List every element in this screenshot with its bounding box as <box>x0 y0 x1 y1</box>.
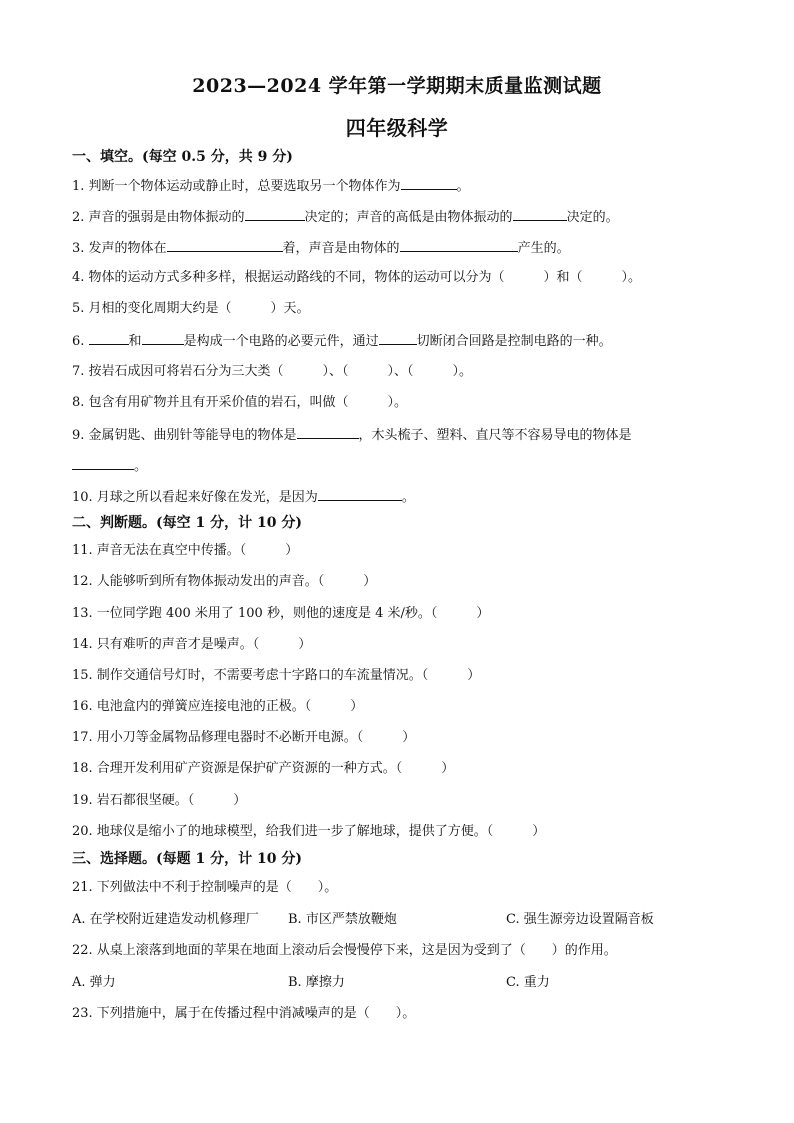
question-6 <box>72 331 612 351</box>
question-10 <box>72 487 415 507</box>
option-21-a: A. 在学校附近建造发动机修理厂 <box>72 912 259 927</box>
question-text: 着，声音是由物体的 <box>282 241 400 256</box>
question-22: 22. 从桌上滚落到地面的苹果在地面上滚动后会慢慢停下来，这是因为受到了（ ）的作用。 <box>72 943 617 958</box>
answer-blank <box>513 207 567 221</box>
question-19: 19. 岩石都很坚硬。（ ） <box>72 793 247 808</box>
question-text: 切断闭合回路是控制电路的一种。 <box>416 334 612 349</box>
answer-blank <box>400 238 518 252</box>
answer-blank <box>401 176 457 190</box>
answer-blank <box>245 207 305 221</box>
page-subtitle: 四年级科学 <box>345 116 449 140</box>
question-9 <box>72 425 632 445</box>
question-text: 产生的。 <box>517 241 570 256</box>
question-4: 4. 物体的运动方式多种多样，根据运动路线的不同，物体的运动可以分为（ ）和（ ）。 <box>72 270 642 285</box>
question-text: 是构成一个电路的必要元件，通过 <box>183 334 379 349</box>
question-text: 。 <box>401 490 415 505</box>
section-heading-fill: 一、填空。(每空 0.5 分，共 9 分) <box>72 149 293 165</box>
question-5: 5. 月相的变化周期大约是（ ）天。 <box>72 301 310 316</box>
question-7: 7. 按岩石成因可将岩石分为三大类（ ）、（ ）、（ ）。 <box>72 364 473 379</box>
answer-blank <box>167 238 283 252</box>
question-text: 2. 声音的强弱是由物体振动的 <box>72 210 245 225</box>
question-23: 23. 下列措施中，属于在传播过程中消减噪声的是（ ）。 <box>72 1006 416 1021</box>
question-9-continued <box>72 456 147 476</box>
question-text: 决定的；声音的高低是由物体振动的 <box>304 210 513 225</box>
question-11: 11. 声音无法在真空中传播。（ ） <box>72 543 299 558</box>
answer-blank <box>72 456 134 470</box>
question-text: 9. 金属钥匙、曲别针等能导电的物体是 <box>72 428 297 443</box>
question-8: 8. 包含有用矿物并且有开采价值的岩石，叫做（ ）。 <box>72 395 408 410</box>
question-18: 18. 合理开发利用矿产资源是保护矿产资源的一种方式。（ ） <box>72 761 455 776</box>
question-15: 15. 制作交通信号灯时，不需要考虑十字路口的车流量情况。（ ） <box>72 668 481 683</box>
question-12: 12. 人能够听到所有物体振动发出的声音。（ ） <box>72 574 377 589</box>
question-text: ，木头梳子、塑料、直尺等不容易导电的物体是 <box>358 428 632 443</box>
question-17: 17. 用小刀等金属物品修理电器时不必断开电源。（ ） <box>72 730 416 745</box>
question-text: 。 <box>456 179 470 194</box>
question-21: 21. 下列做法中不利于控制噪声的是（ ）。 <box>72 880 338 895</box>
option-21-c: C. 强生源旁边设置隔音板 <box>506 912 654 927</box>
answer-blank <box>142 331 184 345</box>
question-text: 1. 判断一个物体运动或静止时，总要选取另一个物体作为 <box>72 179 401 194</box>
option-21-b: B. 市区严禁放鞭炮 <box>288 912 397 927</box>
question-text: 决定的。 <box>566 210 619 225</box>
question-text: 6. <box>72 334 85 349</box>
question-13: 13. 一位同学跑 400 米用了 100 秒，则他的速度是 4 米/秒。（ ） <box>72 606 490 621</box>
answer-blank <box>318 487 402 501</box>
option-22-c: C. 重力 <box>506 975 550 990</box>
option-22-a: A. 弹力 <box>72 975 116 990</box>
question-16: 16. 电池盒内的弹簧应连接电池的正极。（ ） <box>72 699 364 714</box>
answer-blank <box>89 331 129 345</box>
question-text: 10. 月球之所以看起来好像在发光，是因为 <box>72 490 318 505</box>
question-text: 3. 发声的物体在 <box>72 241 167 256</box>
answer-blank <box>379 331 417 345</box>
question-text: 。 <box>134 459 148 474</box>
answer-blank <box>297 425 359 439</box>
option-22-b: B. 摩擦力 <box>288 975 345 990</box>
section-heading-choice: 三、选择题。(每题 1 分，计 10 分) <box>72 851 302 867</box>
question-14: 14. 只有难听的声音才是噪声。（ ） <box>72 637 312 652</box>
question-3 <box>72 238 570 258</box>
section-heading-judge: 二、判断题。(每空 1 分，计 10 分) <box>72 515 302 531</box>
page-title: 2023—2024 学年第一学期期末质量监测试题 <box>192 75 602 97</box>
question-2 <box>72 207 619 227</box>
question-1 <box>72 176 470 196</box>
question-text: 和 <box>128 334 142 349</box>
question-20: 20. 地球仪是缩小了的地球模型，给我们进一步了解地球，提供了方便。（ ） <box>72 824 546 839</box>
